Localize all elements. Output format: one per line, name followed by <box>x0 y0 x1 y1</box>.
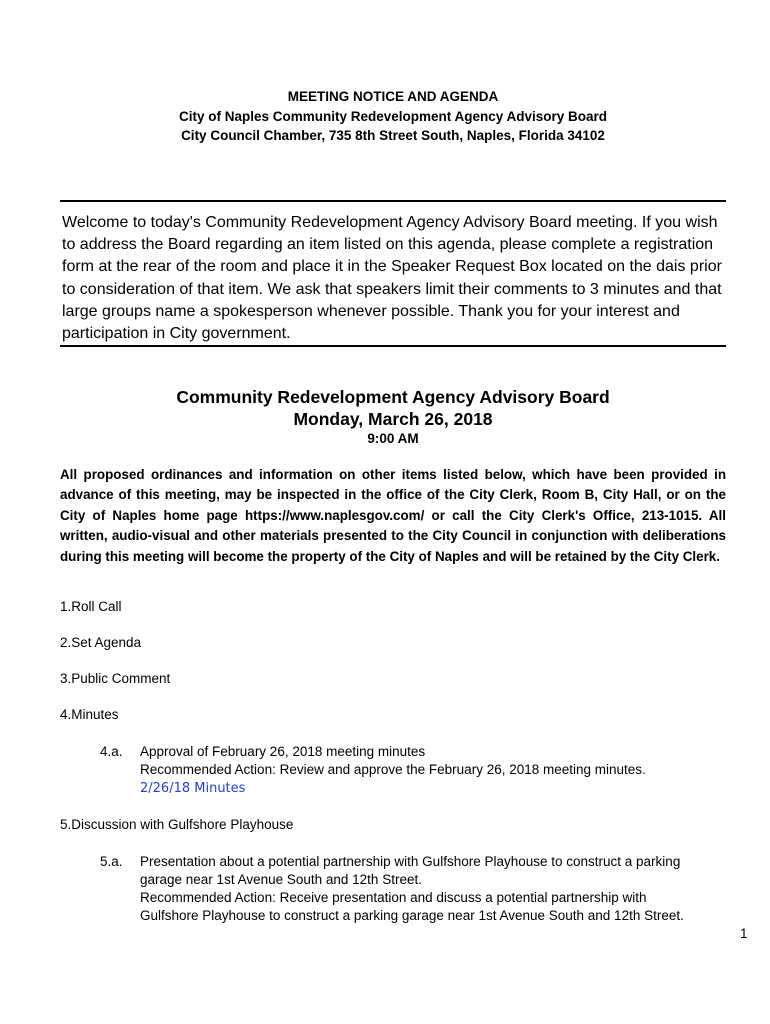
welcome-message: Welcome to today's Community Redevelopment Agency Advisory Board meeting. If you wish to address the Board regarding an item listed on this agenda, please complete a registration form at the rear of the room and place it in the Speaker Request Box located on the dais prior to consideration of that item. We ask that speakers limit their comments to 3 minutes and that large groups name a spokesperson whenever possible. Thank you for your interest and participation in City government. <box>62 214 722 343</box>
header-board: City of Naples Community Redevelopment Agency Advisory Board <box>178 108 608 124</box>
agenda-item-gulfshore: 5.Discussion with Gulfshore Playhouse <box>60 817 294 832</box>
page-number: 1 <box>740 926 748 941</box>
subitem-number: 5.a. <box>100 854 123 869</box>
header-location: City Council Chamber, 735 8th Street South, Naples, Florida 34102 <box>181 128 605 143</box>
agenda-subitem-4a <box>100 743 720 798</box>
subitem-title: Approval of February 26, 2018 meeting minutes <box>140 744 426 759</box>
agenda-subitem-5a <box>100 853 720 925</box>
divider-top <box>60 200 726 202</box>
agenda-item-public-comment: 3.Public Comment <box>60 671 171 686</box>
meeting-date: Monday, March 26, 2018 <box>293 409 493 429</box>
public-notice: All proposed ordinances and information on other items listed below, which have been provided in advance of this meeting, may be inspected in the office of the City Clerk, Room B, City Hall, or on the City of Naples home page https://www.naplesgov.com/ or call the City Clerk's Office, 213-1015. All written, audio-visual and other materials presented to the City Council in conjunction with deliberations during this meeting will become the property of the City of Naples and will be retained by the City Clerk. <box>60 467 726 564</box>
agenda-item-set-agenda: 2.Set Agenda <box>60 635 142 650</box>
divider-bottom <box>60 345 726 347</box>
subitem-recommended-action: Recommended Action: Review and approve the February 26, 2018 meeting minutes. <box>140 762 646 777</box>
agenda-item-minutes: 4.Minutes <box>60 707 119 722</box>
header-title: MEETING NOTICE AND AGENDA <box>287 89 499 104</box>
subitem-title: Presentation about a potential partnership with Gulfshore Playhouse to construct a parking garage near 1st Avenue South and 12th Street. <box>140 854 681 887</box>
meeting-time: 9:00 AM <box>367 431 419 446</box>
subitem-number: 4.a. <box>100 744 123 759</box>
meeting-title-block <box>60 386 726 448</box>
minutes-link[interactable]: 2/26/18 Minutes <box>140 781 246 796</box>
document-header <box>60 87 726 146</box>
subitem-recommended-action: Recommended Action: Receive presentation and discuss a potential partnership with Gulfshore Playhouse to construct a parking garage near 1st Avenue South and 12th Street. <box>140 890 684 923</box>
agenda-item-roll-call: 1.Roll Call <box>60 599 122 614</box>
board-title: Community Redevelopment Agency Advisory Board <box>176 387 610 407</box>
